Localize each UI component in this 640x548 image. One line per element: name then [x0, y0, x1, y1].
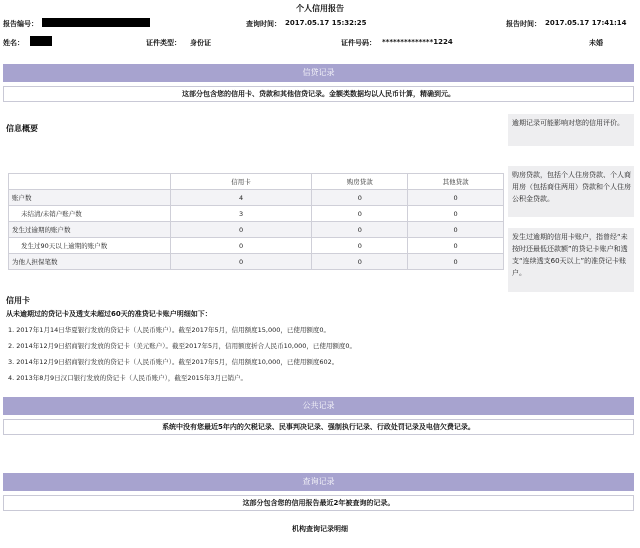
report-time-label: 报告时间： [506, 20, 541, 28]
table-header-cell: 信用卡 [170, 174, 312, 190]
row-label: 发生过90天以上逾期的账户数 [9, 238, 171, 254]
table-cell: 0 [312, 206, 408, 222]
side-note-overdue: 逾期记录可能影响对您的信用评价。 [508, 114, 634, 146]
report-no-redaction [42, 18, 150, 27]
table-cell: 0 [408, 254, 504, 270]
credit-section-header: 信贷记录 [3, 64, 634, 82]
table-cell: 0 [170, 254, 312, 270]
query-section-header: 查询记录 [3, 473, 634, 491]
table-cell: 4 [170, 190, 312, 206]
query-detail-title: 机构查询记录明细 [292, 525, 348, 533]
table-row [9, 238, 504, 254]
query-time-label: 查询时间： [246, 20, 281, 28]
query-time-value: 2017.05.17 15:32:25 [285, 19, 367, 27]
name-label: 姓名： [3, 39, 24, 47]
table-row [9, 254, 504, 270]
credit-card-title: 信用卡 [6, 296, 30, 305]
id-type-label: 证件类型： [146, 39, 181, 47]
side-note-overdue-card: 发生过逾期的信用卡账户，指曾经“未按时还最低还款额”的贷记卡账户和透支“连续透支60天以上”的准贷记卡账户。 [508, 228, 634, 292]
marital-status: 未婚 [589, 39, 603, 47]
row-label: 未结清/未销户账户数 [9, 206, 171, 222]
row-label: 账户数 [9, 190, 171, 206]
table-cell: 0 [408, 190, 504, 206]
list-item: 2. 2014年12月9日招商银行发放的贷记卡（美元账户）。截至2017年5月，信用额度折合人民币10,000，已使用额度0。 [8, 342, 357, 350]
table-cell: 0 [312, 222, 408, 238]
overview-title: 信息概要 [6, 124, 38, 133]
table-header-row [9, 174, 504, 190]
report-time-value: 2017.05.17 17:41:14 [545, 19, 627, 27]
table-cell: 0 [312, 254, 408, 270]
table-cell: 0 [312, 190, 408, 206]
credit-summary-table [8, 173, 504, 270]
table-row [9, 206, 504, 222]
id-no-value: **************1224 [382, 38, 453, 46]
public-section-header: 公共记录 [3, 397, 634, 415]
list-item: 3. 2014年12月9日招商银行发放的贷记卡（人民币账户）。截至2017年5月，信用额度10,000，已使用额度602。 [8, 358, 339, 366]
table-header-cell: 其他贷款 [408, 174, 504, 190]
table-cell: 0 [170, 222, 312, 238]
credit-card-subtitle: 从未逾期过的贷记卡及透支未超过60天的准贷记卡账户明细如下： [6, 310, 212, 318]
table-cell: 0 [170, 238, 312, 254]
public-section-note: 系统中没有您最近5年内的欠税记录、民事判决记录、强制执行记录、行政处罚记录及电信欠费记录。 [3, 419, 634, 435]
row-label: 发生过逾期的账户数 [9, 222, 171, 238]
list-item: 4. 2013年8月9日汉口银行发放的贷记卡（人民币账户），截至2015年3月已销户。 [8, 374, 248, 382]
table-header-cell: 购房贷款 [312, 174, 408, 190]
table-cell: 0 [312, 238, 408, 254]
id-no-label: 证件号码： [341, 39, 376, 47]
list-item: 1. 2017年1月14日华夏银行发放的贷记卡（人民币账户）。截至2017年5月，信用额度15,000，已使用额度0。 [8, 326, 331, 334]
report-no-label: 报告编号： [3, 20, 38, 28]
page-title: 个人信用报告 [296, 4, 344, 13]
side-note-housing-loan: 购房贷款，包括个人住房贷款、个人商用房（包括商住两用）贷款和个人住房公积金贷款。 [508, 166, 634, 217]
name-redaction [30, 36, 52, 46]
table-cell: 3 [170, 206, 312, 222]
table-cell: 0 [408, 222, 504, 238]
row-label: 为他人担保笔数 [9, 254, 171, 270]
query-section-note: 这部分包含您的信用报告最近2年被查询的记录。 [3, 495, 634, 511]
table-row [9, 190, 504, 206]
table-header-cell [9, 174, 171, 190]
table-cell: 0 [408, 238, 504, 254]
credit-section-note: 这部分包含您的信用卡、贷款和其他信贷记录。金额类数据均以人民币计算，精确到元。 [3, 86, 634, 102]
table-row [9, 222, 504, 238]
id-type-value: 身份证 [190, 39, 211, 47]
table-cell: 0 [408, 206, 504, 222]
